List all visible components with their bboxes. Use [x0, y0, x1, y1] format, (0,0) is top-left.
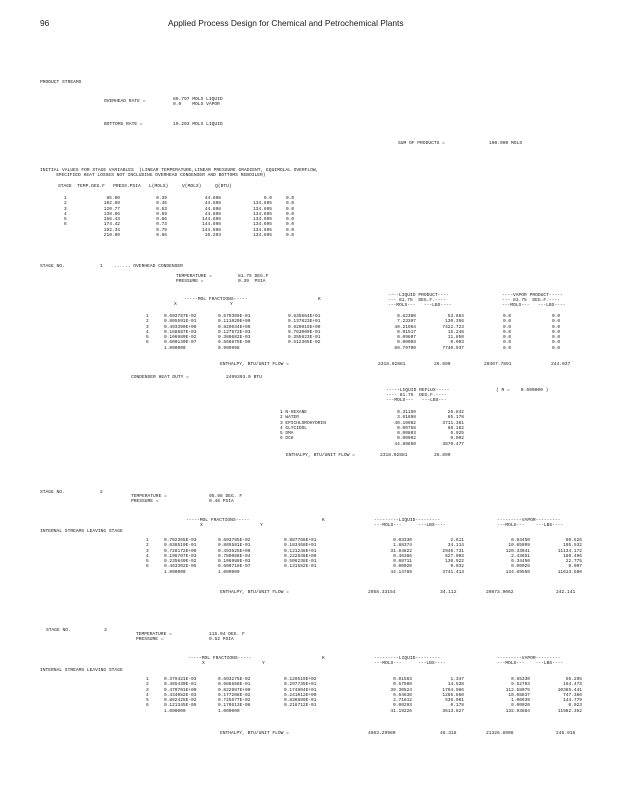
stage2-liquid-header: ---------LIQUID--------- — [374, 518, 441, 523]
stage1-vapor-columns: ---MOLS--- ---LBS---- — [502, 303, 566, 308]
stage2-component-numbers: 1 2 3 4 5 6 — [146, 538, 149, 570]
stage3-vapor-header: ---------VAPOR--------- — [497, 656, 561, 661]
stage3-label: STAGE NO. — [46, 628, 71, 633]
stage3-temperature-value: 115.04 DEG. F — [209, 632, 245, 637]
stage2-molfrac-header: -----MOL FRACTIONS----- — [186, 518, 250, 523]
stage1-vapor-mols-column: 0.0 0.0 0.0 0.0 0.0 0.0 0.0 — [503, 314, 512, 351]
stage3-streams-label: INTERNAL STREAMS LEAVING STAGE — [40, 668, 123, 673]
stage2-enthalpy-vapor-mols: 20873.9062 — [486, 590, 514, 595]
stage3-number: 3 — [104, 628, 107, 633]
stage1-vapor-header: ----VAPOR PRODUCT----- — [502, 293, 563, 298]
stage2-streams-label: INTERNAL STREAMS LEAVING STAGE — [40, 529, 123, 534]
page-number: 96 — [40, 18, 50, 28]
stage3-vapor-mols-column: 0.65330 9.52793 112.58075 10.08837 1.00639 0.00020 132.93884 — [505, 677, 530, 714]
stage1-number: 1 — [100, 264, 103, 269]
stage1-enthalpy-vapor-mols: 20467.7891 — [484, 362, 512, 367]
stage3-k-header: K — [322, 656, 325, 661]
stage1-x-header: X — [174, 302, 177, 307]
stage2-x-header: X — [200, 523, 203, 528]
condenser-duty-label: CONDENSER HEAT DUTY = — [131, 375, 189, 380]
stage3-enthalpy-vapor-mols: 21326.8906 — [486, 731, 514, 736]
stage2-pressure-value: 0.46 PSIA — [209, 499, 234, 504]
overhead-rate-liquid: 89.797 MOLS LIQUID — [173, 97, 223, 102]
stage3-vapor-lbs-column: 56.295 164.473 10385.441 747.386 144.779 0.023 11982.352 — [557, 677, 582, 714]
stage1-y-header: Y — [230, 302, 233, 307]
stage1-pressure-label: PRESSURE = — [176, 279, 204, 284]
stage1-pressure-value: 0.39 PSIA — [238, 279, 266, 284]
product-streams-title: PRODUCT STREAMS — [40, 80, 82, 85]
stage1-temperature-value: 81.75 DEG.F — [238, 274, 269, 279]
stage2-vapor-mols-column: 0.93450 10.85099 120.33041 2.43651 0.34450 0.00025 134.69550 — [505, 538, 530, 575]
running-title: Applied Process Design for Chemical and Petrochemical Plants — [168, 18, 404, 28]
stage1-liquid-subheader: --- 81.75 DEG.F.---- — [388, 298, 446, 303]
stage2-enthalpy-liquid-lbs: 34.112 — [440, 590, 457, 595]
stage1-enthalpy-liquid-lbs: 26.890 — [434, 362, 451, 367]
stage2-temperature-label: TEMPERATURE = — [131, 494, 167, 499]
stage1-vapor-lbs-column: 0.0 0.0 0.0 0.0 0.0 0.0 0.0 — [552, 314, 561, 351]
stage2-vapor-lbs-column: 80.526 195.532 11134.172 180.496 22.775 0.007 11613.500 — [557, 538, 582, 575]
stage2-label: STAGE NO. — [40, 490, 65, 495]
reflux-enthalpy-lbs: 26.890 — [434, 453, 451, 458]
initial-q-column: 0.0 0.0 0.0 0.0 0.0 0.0 0.0 0.0 — [286, 196, 295, 238]
stage2-pressure-label: PRESSURE = — [131, 499, 159, 504]
stage1-enthalpy-liquid-mols: 2318.02881 — [378, 362, 406, 367]
stage3-enthalpy-vapor-lbs: 246.916 — [556, 731, 576, 736]
stage3-enthalpy-label: ENTHALPY, BTU/UNIT FLOW = — [220, 731, 289, 736]
stage2-enthalpy-vapor-lbs: 242.141 — [556, 590, 576, 595]
stage1-k-header: K — [318, 297, 321, 302]
stage2-y-header: Y — [260, 523, 263, 528]
stage1-k-column: 0.835664E+01 0.137823E+01 0.929015E+00 0.763009E-01 0.355823E-01 0.512365E-02 — [288, 314, 321, 346]
initial-values-line2: SPECIFIED HEAT LOSSES NOT INCLUDING OVERHEAD CONDENSER AND BOTTOMS REBOILER) — [56, 173, 266, 178]
stage3-component-numbers: 1 2 3 4 5 6 — [146, 677, 149, 709]
stage2-liquid-columns: ---MOLS--- ---LBS---- — [374, 523, 446, 528]
reflux-lbs-column: 26.842 65.178 3711.361 60.162 5.925 0.002 3870.477 — [442, 410, 464, 447]
stage3-enthalpy-liquid-lbs: 46.318 — [440, 731, 457, 736]
component-names: 1 N-HEXANE 2 WATER 3 EPICHLOROHYDRIN 4 GLYCIDOL 5 DMA 6 DCH — [280, 410, 326, 442]
stage1-enthalpy-label: ENTHALPY, BTU/UNIT FLOW = — [220, 362, 289, 367]
stage3-liquid-lbs-column: 1.347 14.538 1794.986 1265.860 536.061 0.178 3613.627 — [442, 677, 464, 714]
stage2-enthalpy-label: ENTHALPY, BTU/UNIT FLOW = — [220, 590, 289, 595]
stage3-y-header: Y — [262, 661, 265, 666]
condenser-duty-value: 2499393.0 BTU — [226, 375, 262, 380]
stage2-k-column: 0.987768E+01 0.183468E+01 0.121248E+01 0.222846E+00 0.506238E-01 0.131582E-01 — [284, 538, 317, 570]
reflux-ratio: ( R = 0.500000 ) — [496, 388, 549, 393]
reflux-mols-column: 0.31150 3.61698 40.10982 0.00758 0.00803 0.00002 44.89850 — [394, 410, 416, 447]
stage2-k-header: K — [322, 518, 325, 523]
stage3-x-header: X — [202, 661, 205, 666]
bottoms-rate-value: 10.203 MOLS LIQUID — [173, 122, 223, 127]
stage3-liquid-mols-column: 0.01563 0.57508 39.30524 0.64638 2.71812 0.00293 41.19226 — [390, 677, 412, 714]
sum-products-value: 100.000 MOLS — [489, 141, 523, 146]
reflux-header: -----LIQUID REFLUX----- — [386, 388, 450, 393]
stage1-label: STAGE NO. — [40, 264, 65, 269]
reflux-columns: ---MOLS--- ---LBS--- — [386, 398, 447, 403]
reflux-enthalpy-label: ENTHALPY, BTU/UNIT FLOW = — [286, 453, 355, 458]
stage1-molfrac-header: -----MOL FRACTIONS----- — [184, 297, 248, 302]
initial-values-line1: INITIAL VALUES FOR STAGE VARIABLES (LINEAR TEMPERATURE,LINEAR PRESSURE GRADIENT, EQUIMOLAL OVERFLOW, — [40, 168, 319, 173]
stage3-enthalpy-liquid-mols: 4063.29980 — [368, 731, 396, 736]
stage1-enthalpy-vapor-lbs: 244.037 — [551, 362, 571, 367]
stage1-vapor-subheader: --- 81.75 DEG.F.---- — [502, 298, 560, 303]
stage3-liquid-header: ---------LIQUID--------- — [374, 656, 441, 661]
stage3-molfrac-header: -----MOL FRACTIONS----- — [188, 656, 252, 661]
stage1-y-column: 0.579309E-01 0.111020E+00 0.829034E+00 0.127972E-03 0.380682E-03 0.566875E-09 0.999998 — [218, 314, 251, 351]
stage2-enthalpy-liquid-mols: 2958.33154 — [368, 590, 396, 595]
stage1-liquid-lbs-column: 53.684 130.356 7422.723 15.248 11.850 0.003 7740.937 — [442, 314, 464, 351]
initial-v-column: 0.0 134.695 134.695 134.695 134.695 134.695 134.695 134.695 — [253, 196, 272, 238]
initial-press-column: 0.39 0.46 0.53 0.59 0.66 0.73 0.79 0.86 — [156, 196, 167, 238]
overhead-rate-label: OVERHEAD RATE = — [104, 99, 146, 104]
sum-products-label: SUM OF PRODUCTS = — [398, 141, 445, 146]
stage2-liquid-lbs-column: 2.611 34.114 2946.731 627.003 130.922 0.032 3741.413 — [442, 538, 464, 575]
reflux-enthalpy-mols: 2318.02881 — [380, 453, 408, 458]
stage2-liquid-mols-column: 0.03330 1.88374 31.84822 0.46386 0.08711 0.00020 44.14789 — [390, 538, 412, 575]
stage3-liquid-columns: ---MOLS--- ---LBS---- — [374, 661, 446, 666]
stage1-liquid-mols-column: 0.62300 7.23397 40.21964 0.01517 0.09607 0.00003 89.79700 — [394, 314, 416, 351]
stage2-vapor-header: ---------VAPOR--------- — [497, 518, 561, 523]
stage2-number: 2 — [100, 490, 103, 495]
reflux-subheader: ---- 81.75 DEG.F.---- — [386, 393, 447, 398]
stage3-temperature-label: TEMPERATURE = — [136, 632, 172, 637]
stage2-x-column: 0.702365E-03 0.638510E-01 0.728172E+00 0.196707E-03 0.235840E-02 0.463302E-05 1.000000 — [164, 538, 197, 575]
stage3-vapor-columns: ---MOLS--- ---LBS---- — [497, 661, 564, 666]
stage2-y-column: 0.693785E-02 0.805581E-01 0.493525E+00 0.780088E-04 0.106988E-03 0.600718E-07 1.000000 — [218, 538, 251, 575]
stage3-pressure-label: PRESSURE = — [136, 637, 164, 642]
initial-stage-column: 1 2 3 4 5 6 — [64, 196, 67, 228]
overhead-rate-vapor: 0.0 MOLS VAPOR — [173, 102, 220, 107]
stage3-pressure-value: 0.52 PSIA — [209, 637, 234, 642]
stage1-component-numbers: 1 2 3 4 5 6 — [146, 314, 149, 346]
stage1-x-column: 0.693787E-02 0.805591E-01 0.493390E+00 0.168687E-03 0.106980E-02 0.600130E-07 1.000000 — [164, 314, 197, 351]
stage1-liquid-header: ----LIQUID PRODUCT---- — [388, 293, 449, 298]
stage3-k-column: 0.129519E+02 0.297735E+01 0.174804E+01 0.241012E+00 0.836889E-01 0.216712E-01 — [284, 677, 317, 709]
stage1-title: ...... OVERHEAD CONDENSER — [114, 264, 183, 269]
stage2-vapor-columns: ---MOLS--- ---LBS---- — [497, 523, 564, 528]
stage3-y-column: 0.693275E-02 0.686568E-01 0.822987E+00 0.177208E-02 0.725577E-02 0.170513E-06 1.000000 — [218, 677, 251, 714]
stage1-liquid-columns: ---MOLS--- ---LBS---- — [388, 303, 452, 308]
initial-l-column: 44.898 44.898 44.898 44.898 144.898 144.898 144.898 10.203 — [202, 196, 221, 238]
initial-values-headers: STAGE TEMP.DEG.F PRESS.PSIA L(MOLS) V(MOLS) Q(BTU) — [58, 184, 232, 189]
initial-temp-column: 85.00 102.89 120.77 138.66 156.43 174.42 192.34 210.00 — [103, 196, 120, 238]
stage3-x-column: 0.379421E-03 0.465430E-01 0.470701E+00 0.434082E-03 0.862425E-02 0.121345E-05 1.000000 — [164, 677, 197, 714]
bottoms-rate-label: BOTTOMS RATE = — [104, 122, 143, 127]
stage2-temperature-value: 95.98 DEG. F — [209, 494, 243, 499]
stage1-temperature-label: TEMPERATURE = — [176, 274, 212, 279]
